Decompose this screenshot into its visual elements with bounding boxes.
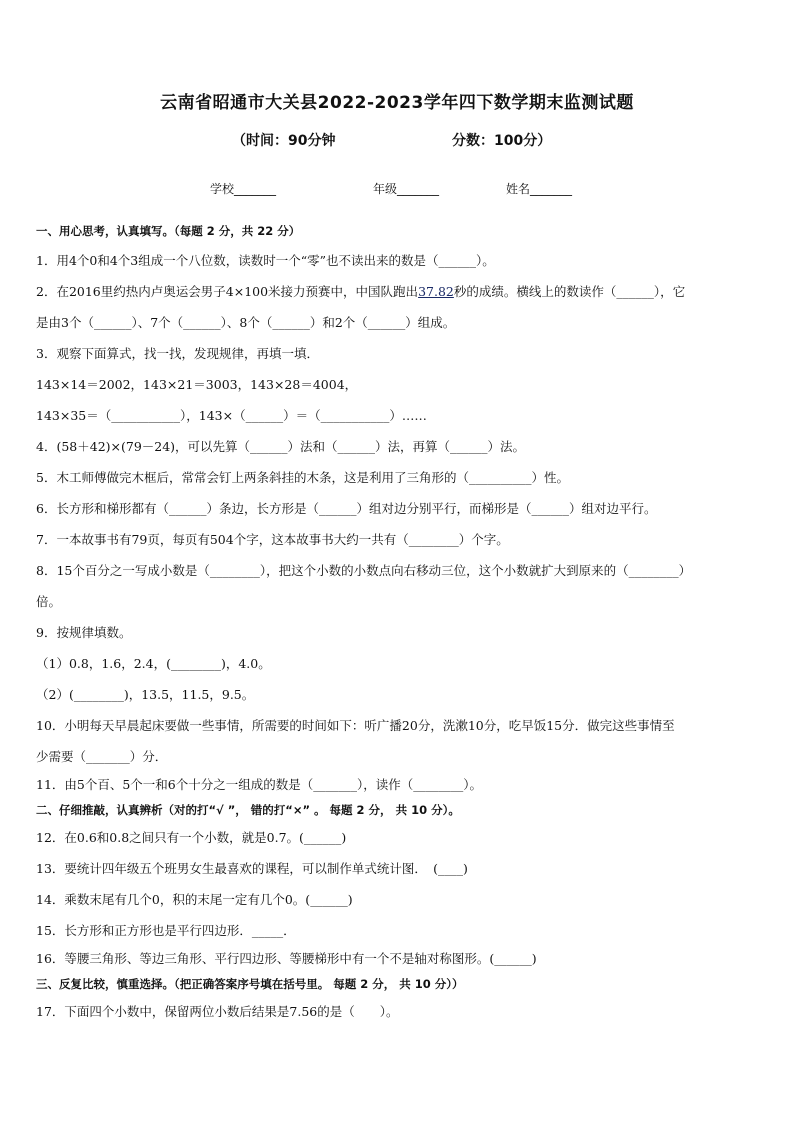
- name-field: 姓名_______: [506, 182, 573, 196]
- section-heading-2: 二、仔细推敲，认真辨析（对的打“√ ”， 错的打“×” 。 每题 2 分， 共 10 分）。: [36, 803, 460, 817]
- question-10-continued: 少需要（_______）分．: [36, 749, 168, 764]
- time-limit: （时间：90分钟: [232, 133, 336, 149]
- question-9-part-1: （1）0.8，1.6，2.4，(________)，4.0。: [36, 656, 271, 671]
- question-3: 3．观察下面算式，找一找，发现规律，再填一填．: [36, 346, 319, 361]
- question-10: 10．小明每天早晨起床要做一些事情，所需要的时间如下：听广播20分，洗漱10分，吃早饭15分．做完这些事情至: [36, 718, 675, 733]
- question-3-formulas: 143×14＝2002，143×21＝3003，143×28＝4004，: [36, 377, 358, 392]
- question-12: 12．在0.6和0.8之间只有一个小数，就是0.7。(______): [36, 830, 347, 845]
- question-13: 13．要统计四年级五个班男女生最喜欢的课程，可以制作单式统计图． (____): [36, 861, 468, 876]
- exam-content: [36, 219, 760, 1027]
- question-17: 17．下面四个小数中，保留两位小数后结果是7.56的是（ ）。: [36, 1004, 399, 1019]
- question-8-continued: 倍。: [36, 594, 62, 609]
- question-1: 1．用4个0和4个3组成一个八位数，读数时一个“零”也不读出来的数是（______）。: [36, 253, 495, 268]
- page-title: 云南省昭通市大关县2022-2023学年四下数学期末监测试题: [160, 93, 634, 113]
- question-2-text-b: 秒的成绩。横线上的数读作（______），它: [453, 284, 686, 299]
- question-9: 9．按规律填数。: [36, 625, 132, 640]
- question-3-blanks: 143×35＝（___________），143×（______）＝（___________）……: [36, 408, 427, 423]
- question-2-underlined-number: 37.82: [418, 284, 454, 299]
- question-6: 6．长方形和梯形都有（______）条边，长方形是（______）组对边分别平行，而梯形是（______）组对边平行。: [36, 501, 657, 516]
- question-7: 7．一本故事书有79页，每页有504个字，这本故事书大约一共有（________）个字。: [36, 532, 509, 547]
- question-5: 5．木工师傅做完木框后，常常会钉上两条斜挂的木条，这是利用了三角形的（__________）性。: [36, 470, 569, 485]
- school-field: 学校_______: [210, 182, 277, 196]
- question-8: 8．15个百分之一写成小数是（________），把这个小数的小数点向右移动三位，这个小数就扩大到原来的（________）: [36, 563, 692, 578]
- section-heading-1: 一、用心思考，认真填写。（每题 2 分，共 22 分）: [36, 224, 301, 238]
- question-2-continued: 是由3个（______）、7个（______）、8个（______）和2个（______）组成。: [36, 315, 456, 330]
- question-9-part-2: （2）(________)，13.5，11.5，9.5。: [36, 687, 255, 702]
- question-15: 15．长方形和正方形也是平行四边形．_____．: [36, 923, 296, 938]
- question-11: 11．由5个百、5个一和6个十分之一组成的数是（_______），读作（________）。: [36, 777, 483, 792]
- question-2-text-a: 2．在2016里约热内卢奥运会男子4×100米接力预赛中，中国队跑出: [36, 284, 419, 299]
- question-16: 16．等腰三角形、等边三角形、平行四边形、等腰梯形中有一个不是轴对称图形。(______): [36, 951, 537, 966]
- total-score: 分数：100分）: [452, 133, 552, 149]
- question-14: 14．乘数末尾有几个0，积的末尾一定有几个0。(______): [36, 892, 353, 907]
- question-4: 4．(58＋42)×(79－24)，可以先算（______）法和（______）法，再算（______）法。: [36, 439, 526, 454]
- question-2: [36, 276, 760, 307]
- grade-field: 年级_______: [373, 182, 440, 196]
- section-heading-3: 三、反复比较，慎重选择。（把正确答案序号填在括号里。 每题 2 分， 共 10 分））: [36, 977, 464, 991]
